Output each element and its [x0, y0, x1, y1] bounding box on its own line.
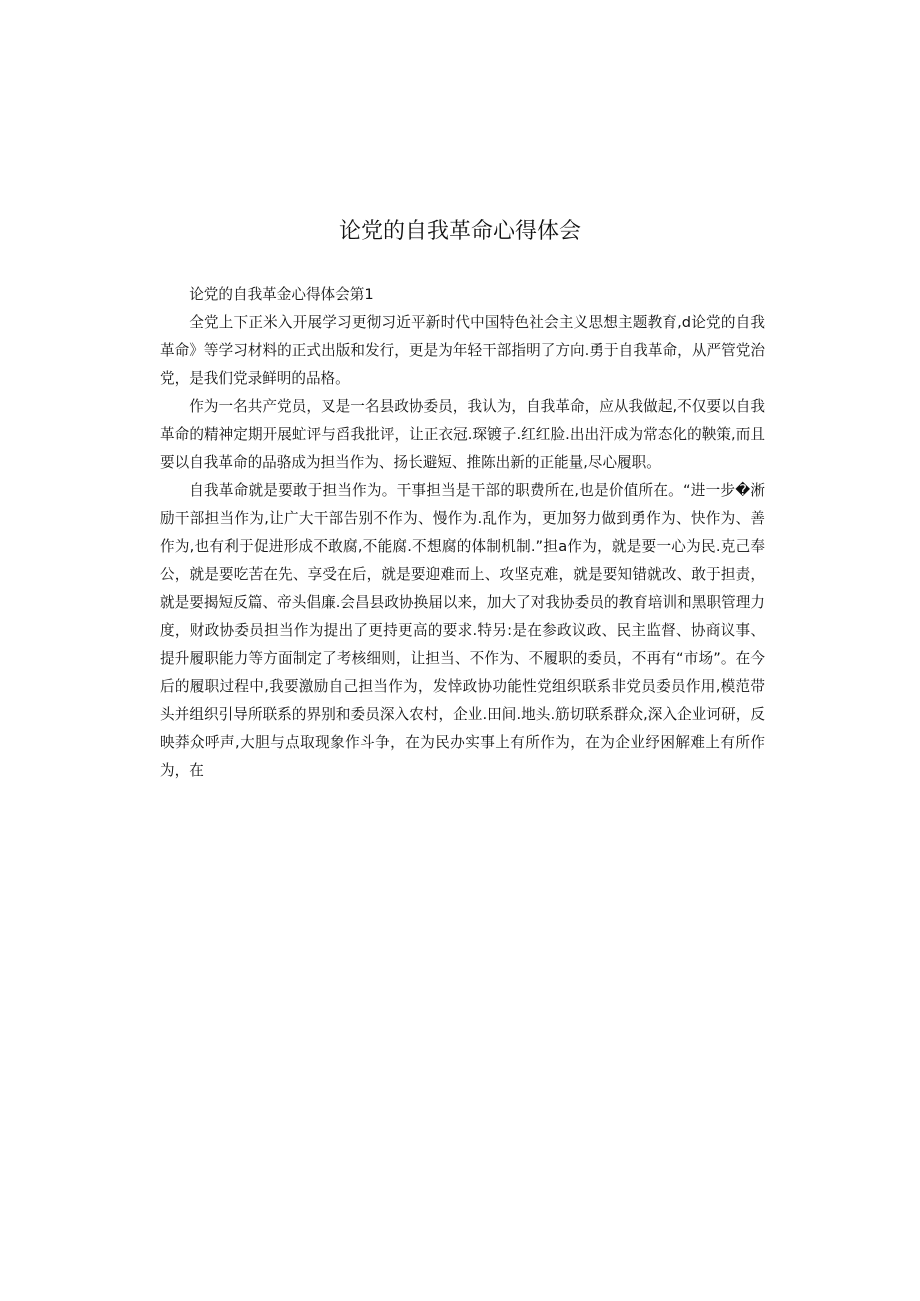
paragraph: 自我革命就是要敢于担当作为。干事担当是干部的职费所在,也是价值所在。“进一步�淅励干部担当作为,让广大干部告别不作为、慢作为.乱作为，更加努力做到勇作为、快作为、善作为,也有利于促进形成不敢腐,不能腐.不想腐的体制机制.”担a作为，就是要一心为民.克己奉公，就是要吃苦在先、享受在后，就是要迎难而上、攻坚克难，就是要知错就改、敢于担责，就是要揭短反篇、帝头倡廉.会昌县政协换届以来，加大了对我协委员的教育培训和黑职管理力度，财政协委员担当作为提出了更持更高的要求.特另:是在参政议政、民主监督、协商议事、提升履职能力等方面制定了考核细则，让担当、不作为、不履职的委员，不再有“市场”。在今后的履职过程中,我要激励自己担当作为，发悻政协功能性党组织联系非党员委员作用,模范带头并组织引导所联系的界别和委员深入农村，企业.田间.地头.筋切联系群众,深入企业诃研，反映莽众呼声,大胆与点取现象作斗争，在为民办实事上有所作为，在为企业纾困解难上有所作为，在 — [160, 482, 765, 779]
paragraph: 作为一名共产党员，叉是一名县政协委员，我认为，自我革命，应从我做起,不仅要以自我革命的精神定期开展虻评与舀我批评，让正衣冠.琛镀子.红红脸.出出汗成为常态化的鞅策,而且要以自我革命的品骆成为担当作为、扬长避短、推陈出新的正能量,尽心履职。 — [160, 398, 765, 471]
paragraph: 全党上下正米入开展学习更彻习近平新时代中国特色社会主义思想主题教育,d论党的自我革命》等学习材料的正式出版和发行，更是为年轻干部指明了方向.勇于自我革命，从严管党治党，是我们党录鲜明的品格。 — [160, 314, 765, 387]
section-heading: 论党的自我革金心得体会第1 — [189, 286, 374, 303]
document-body — [160, 281, 765, 785]
document-title: 论党的自我革命心得体会 — [338, 219, 581, 244]
